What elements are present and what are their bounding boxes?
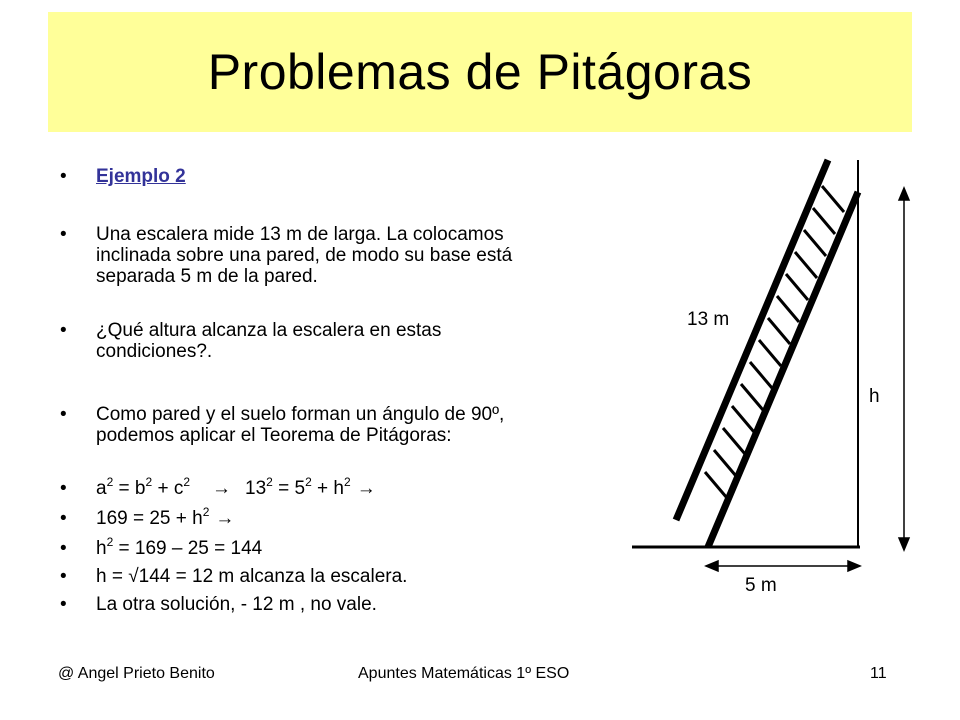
arrow-icon: →	[215, 508, 235, 529]
ladder-rungs	[705, 186, 844, 498]
problem-question: ¿Qué altura alcanza la escalera en estas condiciones?.	[96, 320, 442, 362]
base-length-label: 5 m	[745, 575, 777, 596]
equation-step-3: h = √144 = 12 m alcanza la escalera.	[96, 566, 408, 587]
example-link[interactable]: Ejemplo 2	[96, 166, 186, 187]
arrow-icon: →	[356, 478, 376, 499]
solution-intro: Como pared y el suelo forman un ángulo de 90º, podemos aplicar el Teorema de Pitágoras:	[96, 404, 505, 446]
bullet: •	[60, 566, 67, 587]
bullet: •	[60, 538, 67, 559]
bullet: •	[60, 404, 67, 425]
bullet: •	[60, 166, 67, 187]
ladder-rail-left	[676, 160, 828, 520]
bullet: •	[60, 224, 67, 245]
bullet: •	[60, 320, 67, 341]
pythagoras-formula: $a^2 = b^2 + c^2 \to 13^2 = 5^2 + h^2$ →	[96, 475, 376, 499]
footer-author: @ Angel Prieto Benito	[58, 665, 215, 682]
bullet: •	[60, 594, 67, 615]
height-arrow	[899, 188, 909, 550]
equation-step-4: La otra solución, - 12 m , no vale.	[96, 594, 377, 615]
bullet: •	[60, 508, 67, 529]
ladder-length-label: 13 m	[687, 309, 730, 330]
footer-page-number: 11	[870, 665, 887, 682]
equation-step-2: $h^2 = 169 - 25 = 144$	[96, 535, 263, 559]
equation-step-1: $169 = 25 + h^2$ →	[96, 505, 235, 529]
bullet: •	[60, 478, 67, 499]
height-label: h	[869, 386, 880, 407]
footer-course: Apuntes Matemáticas 1º ESO	[358, 665, 570, 682]
ladder-rail-right	[708, 192, 858, 547]
base-arrow	[706, 561, 860, 571]
slide-title: Problemas de Pitágoras	[207, 44, 753, 100]
problem-statement: Una escalera mide 13 m de larga. La colocamos inclinada sobre una pared, de modo su base está separada 5 m de la pared.	[96, 224, 513, 287]
arrow-icon: →	[212, 478, 232, 499]
